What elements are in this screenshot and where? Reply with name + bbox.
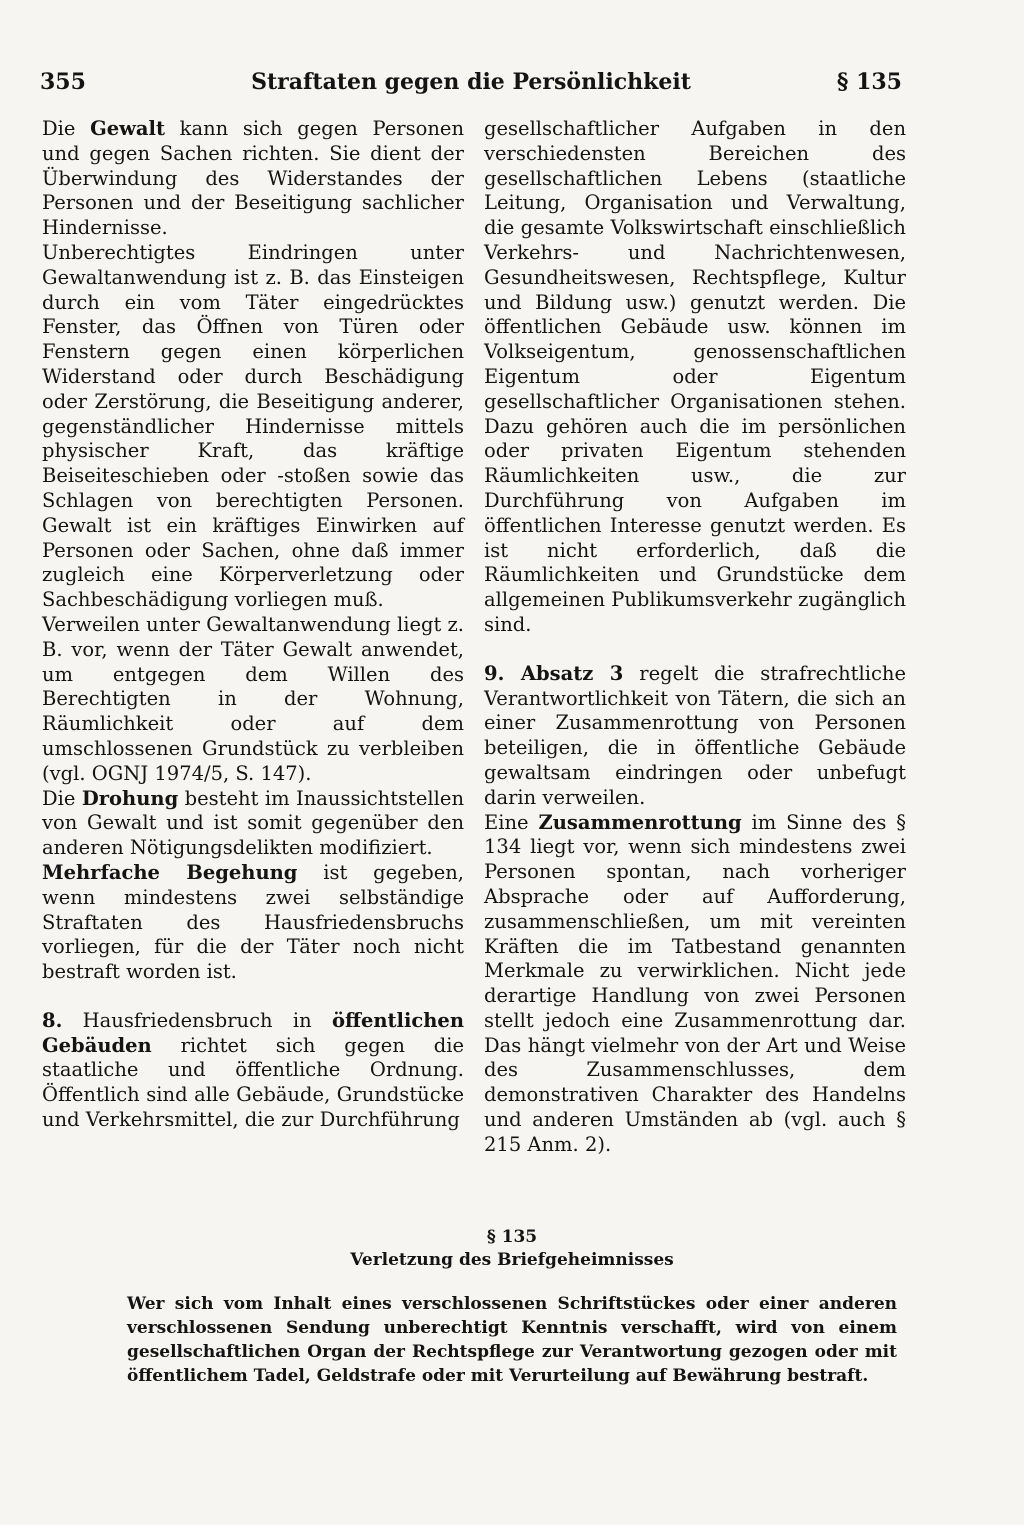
bold-term: Drohung bbox=[81, 786, 179, 810]
bold-term: 9. Absatz 3 bbox=[484, 661, 624, 685]
text-run: regelt die strafrechtliche Verantwortlichkeit von Tätern, die sich an einer Zusammenrottung von Personen beteiligen, die in öffentliche Gebäude gewaltsam eindringen oder unbefugt darin verweilen. bbox=[484, 661, 906, 809]
text-run: richtet sich gegen die staatliche und öffentliche Ordnung. Öffentlich sind alle Gebäude, Grundstücke und Verkehrsmittel, die zur Durchführung bbox=[42, 1033, 464, 1132]
text-run: Eine bbox=[484, 810, 539, 834]
paragraph-oeffentliche-gebaeude: gesellschaftlicher Aufgaben in den verschiedensten Bereichen des gesellschaftlichen Lebens (staatliche Leitung, Organisation und Verwaltung, die gesamte Volkswirtschaft einschließlich Verkehrs- und Nachrichtenwesen, Gesundheitswesen, Rechtspflege, Kultur und Bildung usw.) genutzt werden. Die öffentlichen Gebäude usw. können im Volkseigentum, genossenschaftlichen Eigentum oder Eigentum gesellschaftlicher Organisationen stehen. Dazu gehören auch die im persönlichen oder privaten Eigentum stehenden Räumlichkeiten usw., die zur Durchführung von Aufgaben im öffentlichen Interesse genutzt werden. Es ist nicht erforderlich, daß die Räumlichkeiten und Grundstücke dem allgemeinen Publikumsverkehr zugänglich sind. bbox=[484, 117, 907, 636]
text-run: Die bbox=[42, 117, 91, 140]
text-run: Hausfriedensbruch in bbox=[62, 1008, 332, 1032]
paragraph-drohung bbox=[42, 787, 464, 861]
paragraph-8 bbox=[42, 1009, 464, 1133]
text-run: ist gegeben, wenn mindestens zwei selbständige Straftaten des Hausfriedensbruchs vorliegen, für die der Täter noch nicht bestraft worden ist. bbox=[42, 860, 464, 984]
paragraph-zusammenrottung bbox=[484, 811, 906, 1158]
bold-term: öffentlichen Gebäuden bbox=[42, 1008, 464, 1057]
bold-term: Zusammenrottung bbox=[538, 810, 742, 834]
bold-term: Mehrfache Begehung bbox=[42, 860, 298, 884]
right-column bbox=[484, 117, 906, 1158]
bold-term: Gewalt bbox=[90, 117, 165, 140]
page-header bbox=[40, 62, 902, 102]
statute-number: § 135 bbox=[486, 1227, 538, 1247]
paragraph-9 bbox=[484, 662, 906, 811]
paragraph-eindringen: Unberechtigtes Eindringen unter Gewaltanwendung ist z. B. das Einsteigen durch ein vom Täter eingedrücktes Fenster, das Öffnen von Türen oder Fenstern gegen einen körperlichen Widerstand oder durch Beschädigung oder Zerstörung, die Beseitigung anderer, gegenständlicher Hindernisse mittels physischer Kraft, das kräftige Beiseiteschieben oder -stoßen sowie das Schlagen von berechtigten Personen. Gewalt ist ein kräftiges Einwirken auf Personen oder Sachen, ohne daß immer zugleich eine Körperverletzung oder Sachbeschädigung vorliegen muß. bbox=[42, 240, 464, 612]
paragraph-number: 8. bbox=[42, 1008, 63, 1032]
statute-section bbox=[0, 1226, 1024, 1388]
text-run: im Sinne des § 134 liegt vor, wenn sich mindestens zwei Personen spontan, nach vorheriger Absprache oder auf Aufforderung, zusammenschließen, um mit vereinten Kräften die im Tatbestand genannten Merkmale zu verwirklichen. Nicht jede derartige Handlung von zwei Personen stellt jedoch eine Zusammenrottung dar. Das hängt vielmehr von der Art und Weise des Zusammenschlusses, dem demonstrativen Charakter des Handelns und anderen Umständen ab (vgl. auch § 215 Anm. 2). bbox=[484, 810, 906, 1156]
text-run: Die bbox=[42, 786, 82, 810]
paragraph-gewalt bbox=[42, 117, 464, 241]
text-run: besteht im Inaussichtstellen von Gewalt und ist somit gegenüber den anderen Nötigungsdelikten modifiziert. bbox=[42, 786, 464, 860]
statute-text: Wer sich vom Inhalt eines verschlossenen Schriftstückes oder einer anderen verschlossenen Sendung unberechtigt Kenntnis verschafft, wird von einem gesellschaftlichen Organ der Rechtspflege zur Verantwortung gezogen oder mit öffentlichem Tadel, Geldstrafe oder mit Verurteilung auf Bewährung bestraft. bbox=[127, 1294, 897, 1386]
text-run: kann sich gegen Personen und gegen Sachen richten. Sie dient der Überwindung des Widerstandes der Personen und der Beseitigung sachlicher Hindernisse. bbox=[42, 117, 465, 240]
paragraph-verweilen: Verweilen unter Gewaltanwendung liegt z. B. vor, wenn der Täter Gewalt anwendet, um entgegen dem Willen des Berechtigten in der Wohnung, Räumlichkeit oder auf dem umschlossenen Grundstück zu verbleiben (vgl. OGNJ 1974/5, S. 147). bbox=[42, 612, 464, 785]
paragraph-mehrfache-begehung bbox=[42, 861, 464, 985]
page-number: 355 bbox=[40, 69, 86, 95]
statute-title: Verletzung des Briefgeheimnisses bbox=[350, 1250, 674, 1270]
running-title: Straftaten gegen die Persönlichkeit bbox=[251, 69, 691, 95]
left-column bbox=[42, 117, 464, 1133]
section-reference: § 135 bbox=[836, 69, 902, 95]
